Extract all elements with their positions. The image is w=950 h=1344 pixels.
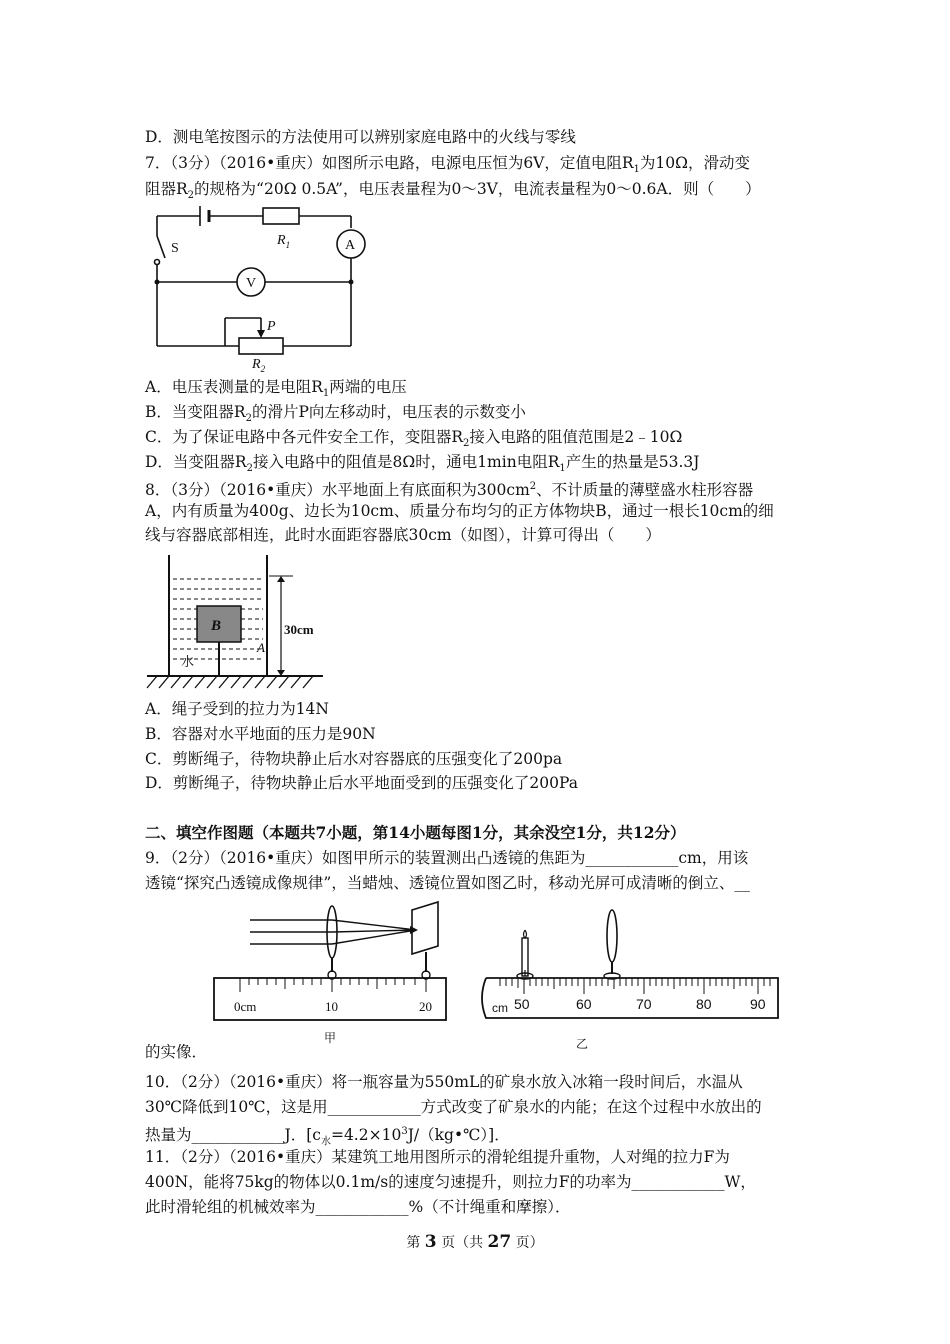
q7-option-c: C．为了保证电路中各元件安全工作，变阻器$R_2$接入电路的阻值范围是2﹣10Ω <box>145 428 683 450</box>
r2-label: $R_2$ <box>252 357 266 374</box>
q10-stem-line2: 30℃降低到10℃，这是用____________方式改变了矿泉水的内能；在这个过程中水放出的 <box>145 1098 762 1116</box>
voltmeter-label: V <box>246 276 257 291</box>
q7-circuit-diagram <box>145 200 375 375</box>
ruler-b-label-5: 90 <box>750 996 766 1012</box>
q7-option-d: D．当变阻器$R_2$接入电路中的阻值是8Ω时，通电1min电阻$R_1$产生的热量是53.3J <box>145 453 700 475</box>
page-number: 3 <box>424 1232 437 1252</box>
ruler-a-label-1: 10 <box>325 999 338 1014</box>
slider-label: P <box>267 319 276 334</box>
page-footer: 第 3 页（共 27 页） <box>406 1232 544 1252</box>
ruler-b-label-1: 50 <box>514 996 530 1012</box>
q9-stem-line2: 透镜“探究凸透镜成像规律”，当蜡烛、透镜位置如图乙时，移动光屏可成清晰的倒立、__ <box>145 874 750 892</box>
q8-stem-line1: 8．（3分）（2016•重庆）水平地面上有底面积为$300cm^2$、不计质量的薄壁盛水柱形容器 <box>145 481 754 500</box>
q9-stem-line3: 的实像． <box>145 1043 208 1061</box>
ruler-b-label-2: 60 <box>576 996 592 1012</box>
q7-stem-line1: 7．（3分）（2016•重庆）如图所示电路，电源电压恒为6V，定值电阻$R_1$为10Ω，滑动变 <box>145 154 750 176</box>
q7-stem-line2: 阻器$R_2$的规格为“20Ω 0.5A”，电压表量程为0～3V，电流表量程为0～0.6A．则（ ） <box>145 180 761 202</box>
figure-a-caption: 甲 <box>324 1031 337 1045</box>
q10-stem-line3: 热量为____________J．$[c_水=4.2\times 10^3J/(kg•℃)]$． <box>145 1126 510 1148</box>
total-pages: 27 <box>487 1232 512 1252</box>
r1-label: $R_1$ <box>277 233 291 250</box>
q11-stem-line3: 此时滑轮组的机械效率为____________%（不计绳重和摩擦）． <box>145 1198 571 1216</box>
switch-label: S <box>171 241 179 256</box>
q8-option-d: D．剪断绳子，待物块静止后水平地面受到的压强变化了200Pa <box>145 774 578 792</box>
ruler-a-label-0: 0cm <box>234 999 257 1014</box>
container-label: A <box>257 640 265 655</box>
block-label: B <box>211 618 222 634</box>
q8-container-diagram <box>145 552 330 692</box>
q8-option-c: C．剪断绳子，待物块静止后水对容器底的压强变化了200pa <box>145 750 563 768</box>
water-label: 水 <box>181 654 195 669</box>
q8-stem-line2: A，内有质量为400g、边长为10cm、质量分布均匀的正方体物块B，通过一根长10cm的细 <box>145 502 774 520</box>
q9-stem-line1: 9．（2分）（2016•重庆）如图甲所示的装置测出凸透镜的焦距为____________cm，用该 <box>145 849 749 867</box>
q7-option-a: A．电压表测量的是电阻$R_1$两端的电压 <box>145 378 407 400</box>
ruler-b-label-4: 80 <box>696 996 712 1012</box>
q6-option-d: D．测电笔按图示的方法使用可以辨别家庭电路中的火线与零线 <box>145 128 576 146</box>
q8-option-a: A．绳子受到的拉力为14N <box>145 700 329 718</box>
section-heading: 二、填空作图题（本题共7小题，第14小题每图1分，其余没空1分，共12分） <box>145 823 686 842</box>
ruler-b-label-3: 70 <box>636 996 652 1012</box>
q9-imaging-figure <box>472 908 784 1058</box>
figure-b-caption: 乙 <box>576 1037 589 1051</box>
ruler-a-label-2: 20 <box>419 999 432 1014</box>
q11-stem-line2: 400N，能将75kg的物体以0.1m/s的速度匀速提升，则拉力F的功率为____________W， <box>145 1173 756 1191</box>
q11-stem-line1: 11．（2分）（2016•重庆）某建筑工地用图所示的滑轮组提升重物，人对绳的拉力F为 <box>145 1148 730 1166</box>
q10-stem-line1: 10．（2分）（2016•重庆）将一瓶容量为550mL的矿泉水放入冰箱一段时间后，水温从 <box>145 1073 743 1091</box>
q7-option-b: B．当变阻器$R_2$的滑片P向左移动时，电压表的示数变小 <box>145 403 526 425</box>
ammeter-label: A <box>345 238 356 253</box>
q8-stem-line3: 线与容器底部相连，此时水面距容器底30cm（如图），计算可得出（ ） <box>145 526 661 544</box>
q8-option-b: B．容器对水平地面的压力是90N <box>145 725 376 743</box>
ruler-b-label-0: cm <box>492 1001 508 1015</box>
q9-focal-length-figure <box>210 900 450 1048</box>
height-label: 30cm <box>284 622 314 637</box>
